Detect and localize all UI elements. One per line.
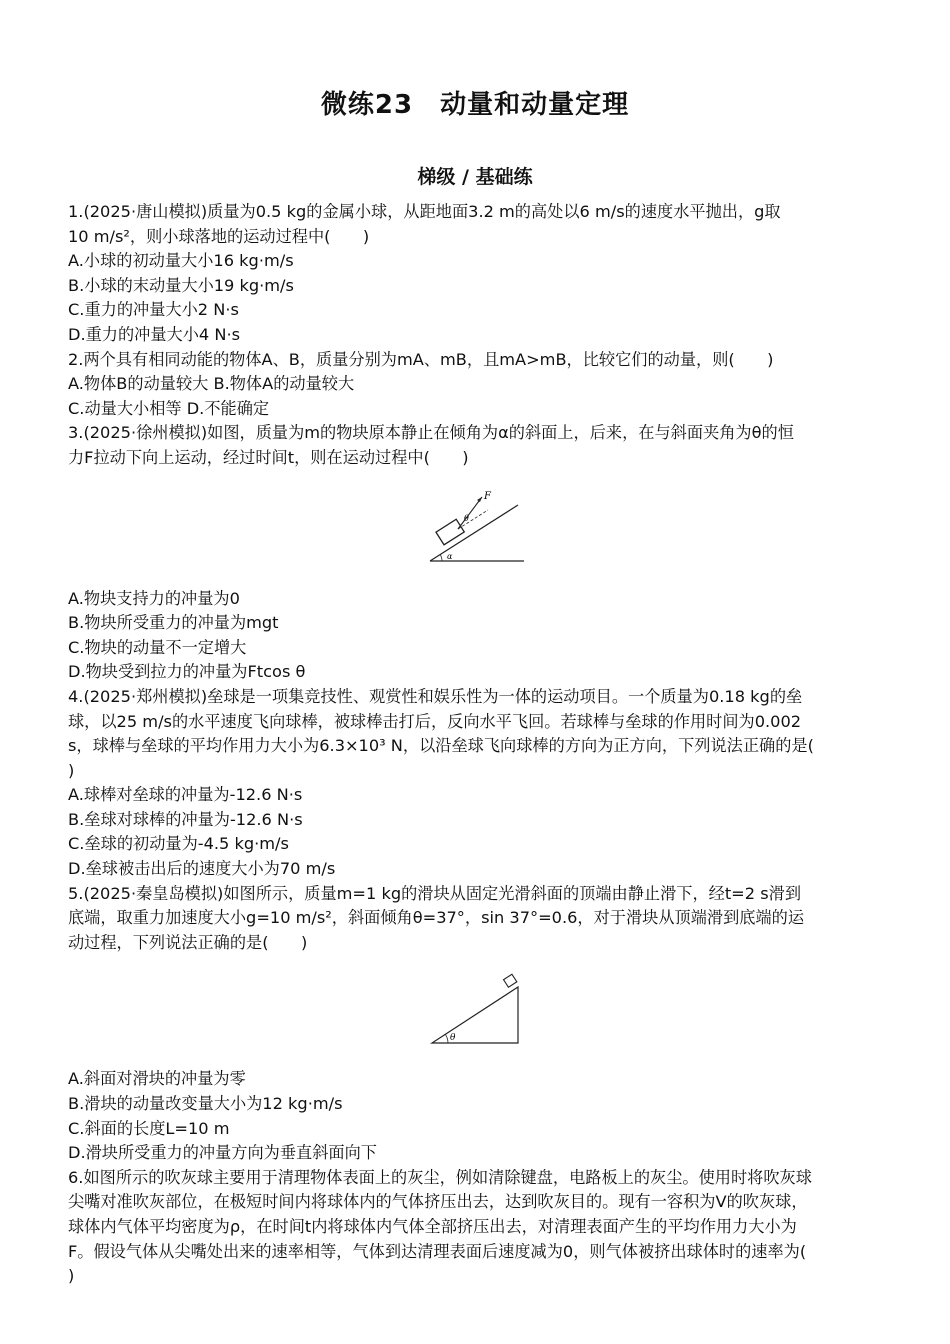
- question-stem-line: 底端，取重力加速度大小g=10 m/s²，斜面倾角θ=37°，sin 37°=0.6，对于滑块从顶端滑到底端的运: [68, 908, 805, 928]
- smooth-incline-figure: [430, 969, 522, 1049]
- question-stem-line: 2.两个具有相同动能的物体A、B，质量分别为mA、mB，且mA>mB，比较它们的动量，则( ): [68, 349, 774, 369]
- question-stem-line: s，球棒与垒球的平均作用力大小为6.3×10³ N，以沿垒球飞向球棒的方向为正方向，下列说法正确的是(: [68, 736, 814, 756]
- page-title: 微练23 动量和动量定理: [320, 90, 630, 120]
- option-c: C.物块的动量不一定增大: [68, 637, 247, 657]
- option-c: C.重力的冲量大小2 N·s: [68, 300, 239, 320]
- option-b: B.物块所受重力的冲量为mgt: [68, 613, 279, 633]
- question-stem-line: 动过程，下列说法正确的是( ): [68, 932, 308, 952]
- option-row: A.物体B的动量较大 B.物体A的动量较大: [68, 374, 355, 394]
- force-arrow: [458, 497, 482, 529]
- option-c: C.垒球的初动量为-4.5 kg·m/s: [68, 834, 289, 854]
- question-6: [68, 1166, 880, 1289]
- label-alpha: α: [447, 551, 453, 561]
- option-d: D.垒球被击出后的速度大小为70 m/s: [68, 859, 336, 879]
- option-a: A.小球的初动量大小16 kg·m/s: [68, 251, 294, 271]
- option-a: A.物块支持力的冲量为0: [68, 588, 240, 608]
- option-d: D.滑块所受重力的冲量方向为垂直斜面向下: [68, 1143, 377, 1163]
- question-list: [68, 200, 880, 1289]
- question-stem-line: ): [68, 1266, 75, 1286]
- option-row: C.动量大小相等 D.不能确定: [68, 398, 270, 418]
- alpha-arc: [440, 554, 442, 560]
- theta-arc: [445, 1035, 448, 1044]
- label-theta: θ: [464, 513, 469, 523]
- incline-pull-figure: [428, 487, 528, 567]
- question-stem-line: 10 m/s²，则小球落地的运动过程中( ): [68, 226, 370, 246]
- question-stem-line: 4.(2025·郑州模拟)垒球是一项集竞技性、观赏性和娱乐性为一体的运动项目。一个质量为0.18 kg的垒: [68, 686, 803, 706]
- incline-triangle: [432, 987, 518, 1043]
- option-b: B.滑块的动量改变量大小为12 kg·m/s: [68, 1094, 343, 1114]
- option-c: C.斜面的长度L=10 m: [68, 1118, 230, 1138]
- question-stem-line: 球，以25 m/s的水平速度飞向球棒，被球棒击打后，反向水平飞回。若球棒与垒球的作用时间为0.002: [68, 711, 802, 731]
- question-stem-line: 球体内气体平均密度为ρ，在时间t内将球体内气体全部挤压出去，对清理表面产生的平均作用力大小为: [68, 1217, 797, 1236]
- question-1: [68, 200, 880, 348]
- question-stem-line: 1.(2025·唐山模拟)质量为0.5 kg的金属小球，从距地面3.2 m的高处以6 m/s的速度水平抛出，g取: [68, 202, 781, 221]
- question-5: [68, 882, 880, 1166]
- label-theta: θ: [450, 1033, 456, 1044]
- option-d: D.重力的冲量大小4 N·s: [68, 324, 241, 344]
- question-stem-line: 力F拉动下向上运动，经过时间t，则在运动过程中( ): [68, 447, 469, 467]
- force-arrowhead: [477, 497, 482, 502]
- option-b: B.小球的末动量大小19 kg·m/s: [68, 275, 294, 295]
- question-3: [68, 421, 880, 685]
- question-stem-line: F。假设气体从尖嘴处出来的速率相等，气体到达清理表面后速度减为0，则气体被挤出球体时的速率为(: [68, 1241, 807, 1261]
- slider-block: [504, 975, 517, 988]
- question-stem-line: 尖嘴对准吹灰部位，在极短时间内将球体内的气体挤压出去，达到吹灰目的。现有一容积为V的吹灰球，: [68, 1192, 808, 1212]
- option-d: D.物块受到拉力的冲量为Ftcos θ: [68, 662, 306, 682]
- question-stem-line: 6.如图所示的吹灰球主要用于清理物体表面上的灰尘，例如清除键盘，电路板上的灰尘。使用时将吹灰球: [68, 1167, 812, 1187]
- section-subtitle: 梯级 / 基础练: [417, 166, 533, 188]
- question-stem-line: 3.(2025·徐州模拟)如图，质量为m的物块原本静止在倾角为α的斜面上，后来，在与斜面夹角为θ的恒: [68, 423, 794, 443]
- option-a: A.斜面对滑块的冲量为零: [68, 1069, 246, 1089]
- question-stem-line: 5.(2025·秦皇岛模拟)如图所示，质量m=1 kg的滑块从固定光滑斜面的顶端由静止滑下，经t=2 s滑到: [68, 883, 802, 903]
- question-4: [68, 685, 880, 882]
- incline-direction-dashed: [458, 510, 488, 529]
- block: [436, 519, 464, 545]
- question-2: [68, 348, 880, 422]
- option-a: A.球棒对垒球的冲量为-12.6 N·s: [68, 785, 303, 805]
- option-b: B.垒球对球棒的冲量为-12.6 N·s: [68, 809, 303, 829]
- label-F: F: [484, 490, 491, 502]
- question-stem-line: ): [68, 760, 75, 780]
